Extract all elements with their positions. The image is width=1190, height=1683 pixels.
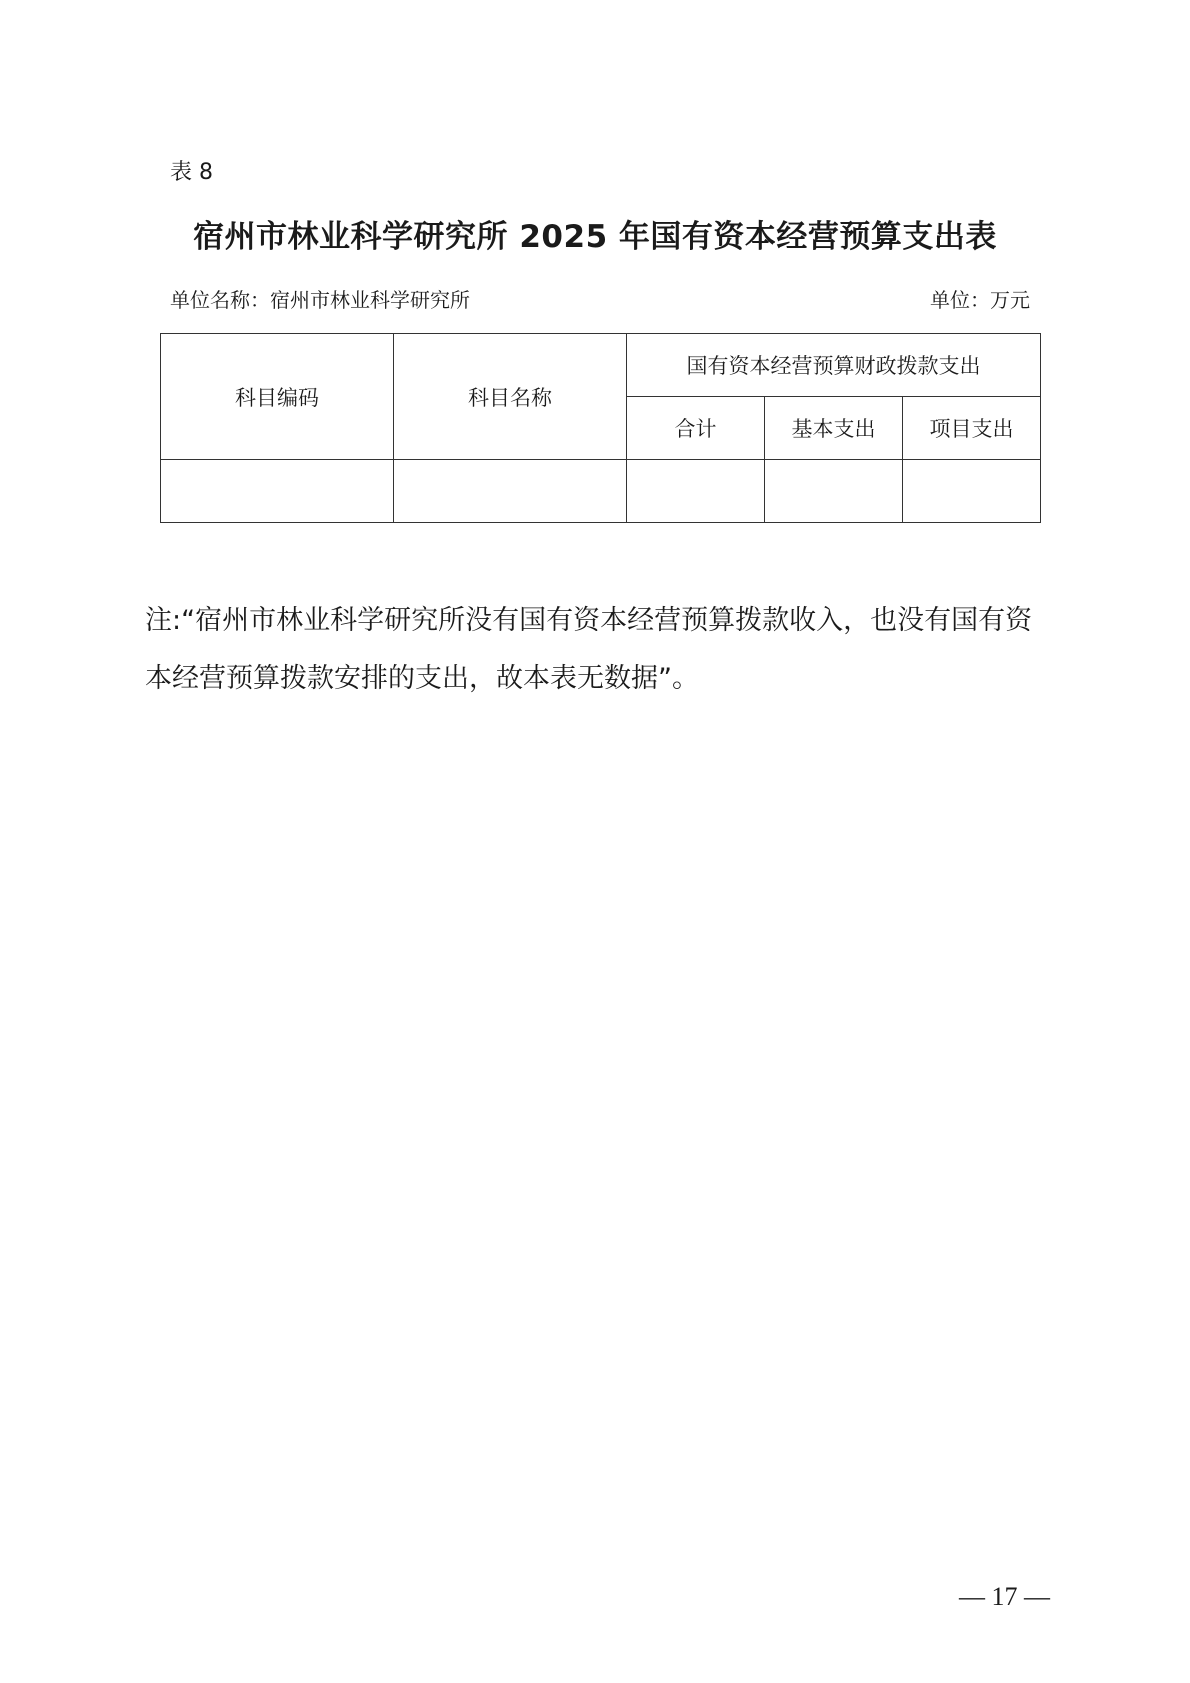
budget-table [160, 333, 1041, 523]
header-group: 国有资本经营预算财政拨款支出 [627, 334, 1041, 397]
document-title: 宿州市林业科学研究所 2025 年国有资本经营预算支出表 [193, 219, 997, 255]
table-label: 表 8 [170, 160, 213, 185]
cell-subject-code [161, 460, 394, 523]
header-basic: 基本支出 [765, 397, 903, 460]
header-total: 合计 [627, 397, 765, 460]
unit-name: 单位名称：宿州市林业科学研究所 [170, 288, 470, 312]
table-row [161, 460, 1041, 523]
header-subject-code: 科目编码 [161, 334, 394, 460]
cell-project [903, 460, 1041, 523]
header-subject-name: 科目名称 [394, 334, 627, 460]
header-project: 项目支出 [903, 397, 1041, 460]
note-text: 注:“宿州市林业科学研究所没有国有资本经营预算拨款收入，也没有国有资本经营预算拨款安排的支出，故本表无数据”。 [145, 605, 1033, 694]
page-number: — 17 — [959, 1582, 1050, 1611]
cell-subject-name [394, 460, 627, 523]
cell-total [627, 460, 765, 523]
cell-basic [765, 460, 903, 523]
header-row-1 [161, 334, 1041, 397]
unit-label: 单位：万元 [930, 288, 1030, 312]
